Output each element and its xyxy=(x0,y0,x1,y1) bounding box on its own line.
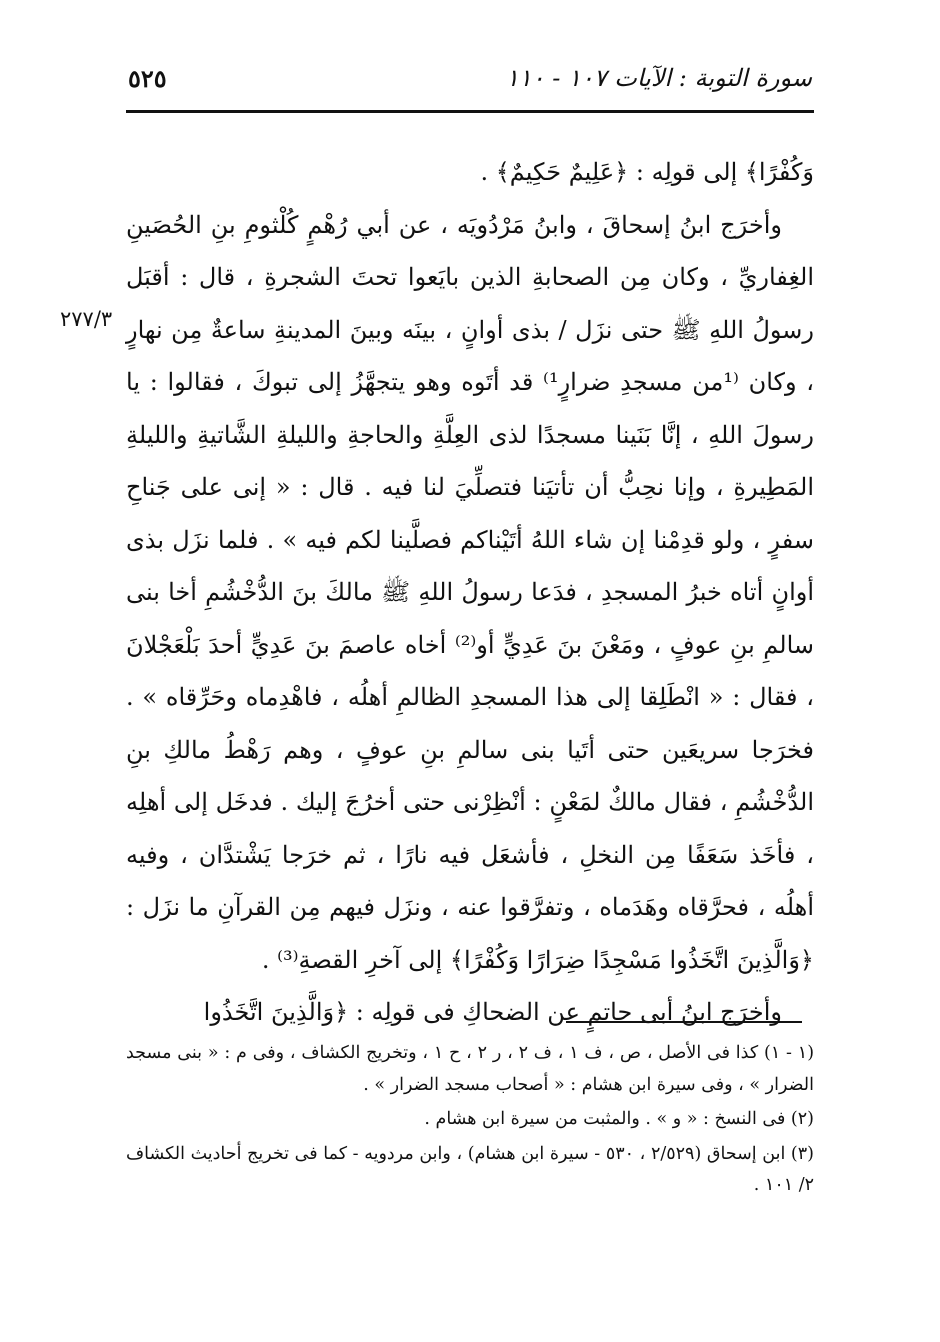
footnote-3: (٣) ابن إسحاق (٢/٥٢٩ ، ٥٣٠ - سيرة ابن هشام) ، وابن مردويه - كما فى تخريج أحاديث الكشاف ٢/ ١٠١ . xyxy=(126,1143,814,1195)
main-text xyxy=(126,146,814,1039)
page-number: ٥٢٥ xyxy=(128,64,167,93)
footnotes xyxy=(126,1038,814,1205)
footnote-1: (١ - ١) كذا فى الأصل ، ص ، ف ١ ، ف ٢ ، ر ٢ ، ح ١ ، وتخريج الكشاف ، وفى م : « بنى مسجد الضرار » ، وفى سيرة ابن هشام : « أصحاب مسجد الضرار » . xyxy=(126,1043,815,1095)
paragraph-ibn-abi-hatim: وأخرَج ابنُ أبى حاتمٍ عن الضحاكِ فى قولِه : ﴿وَالَّذِينَ اتَّخَذُوا xyxy=(203,998,782,1026)
paragraph-verse-end: وَكُفْرًا﴾ إلى قولِه : ﴿عَلِيمٌ حَكِيمٌ﴾ . xyxy=(480,158,814,186)
footnote-divider xyxy=(566,1021,802,1023)
chapter-title: سورة التوبة : الآيات ١٠٧ - ١١٠ xyxy=(505,64,812,92)
footnote-2: (٢) فى النسخ : « و » . والمثبت من سيرة ابن هشام . xyxy=(424,1109,814,1129)
paragraph-ibn-ishaq-narration: وأخرَج ابنُ إسحاقَ ، وابنُ مَرْدُويَه ، عن أبي رُهْمٍ كُلْثومِ بنِ الحُصَينِ الغِفاريِّ ، وكان مِن الصحابةِ الذين بايَعوا تحتَ الشجرةِ ، قال : أقبَل رسولُ اللهِ ﷺ حتى نزَل / بذى أوانٍ ، بينَه وبينَ المدينةِ ساعةٌ مِن نهارٍ ، وكان ⁽¹من مسجدِ ضرارٍ¹⁾ قد أتَوه وهو يتجهَّزُ إلى تبوكَ ، فقالوا : يا رسولَ اللهِ ، إنَّا بَنَينا مسجدًا لذى العِلَّةِ والحاجةِ والليلةِ الشَّاتيةِ والليلةِ المَطِيرةِ ، وإنا نحِبُّ أن تأتيَنا فتصلِّيَ لنا فيه . قال : « إنى على جَناحِ سفرٍ ، ولو قدِمْنا إن شاء اللهُ أتَيْناكم فصلَّينا لكم فيه » . فلما نزَل بذى أوانٍ أتاه خبرُ المسجدِ ، فدَعا رسولُ اللهِ ﷺ مالكَ بنَ الدُّخْشُمِ أخا بنى سالمِ بنِ عوفٍ ، ومَعْنَ بنَ عَدِيٍّ أو⁽²⁾ أخاه عاصمَ بنَ عَدِيٍّ أحدَ بَلْعَجْلانَ ، فقال : « انْطَلِقا إلى هذا المسجدِ الظالمِ أهلُه ، فاهْدِماه وحَرِّقاه » . فخرَجا سريعَين حتى أتَيا بنى سالمِ بنِ عوفٍ ، وهم رَهْطُ مالكِ بنِ الدُّخْشُمِ ، فقال مالكٌ لمَعْنٍ : أنْظِرْنى حتى أخرُجَ إليك . فدخَل إلى أهلِه ، فأخَذ سَعَفًا مِن النخلِ ، فأشعَل فيه نارًا ، ثم خرَجا يَشْتدَّان ، وفيه أهلُه ، فحرَّقاه وهَدَماه ، وتفرَّقوا عنه ، ونزَل فيهم مِن القرآنِ ما نزَل : ﴿وَالَّذِينَ اتَّخَذُوا مَسْجِدًا ضِرَارًا وَكُفْرًا﴾ إلى آخرِ القصةِ⁽³⁾ . xyxy=(126,210,815,974)
header-divider xyxy=(126,110,814,113)
margin-volume-page-reference: ٢٧٧/٣ xyxy=(60,307,113,331)
running-header xyxy=(128,58,812,102)
